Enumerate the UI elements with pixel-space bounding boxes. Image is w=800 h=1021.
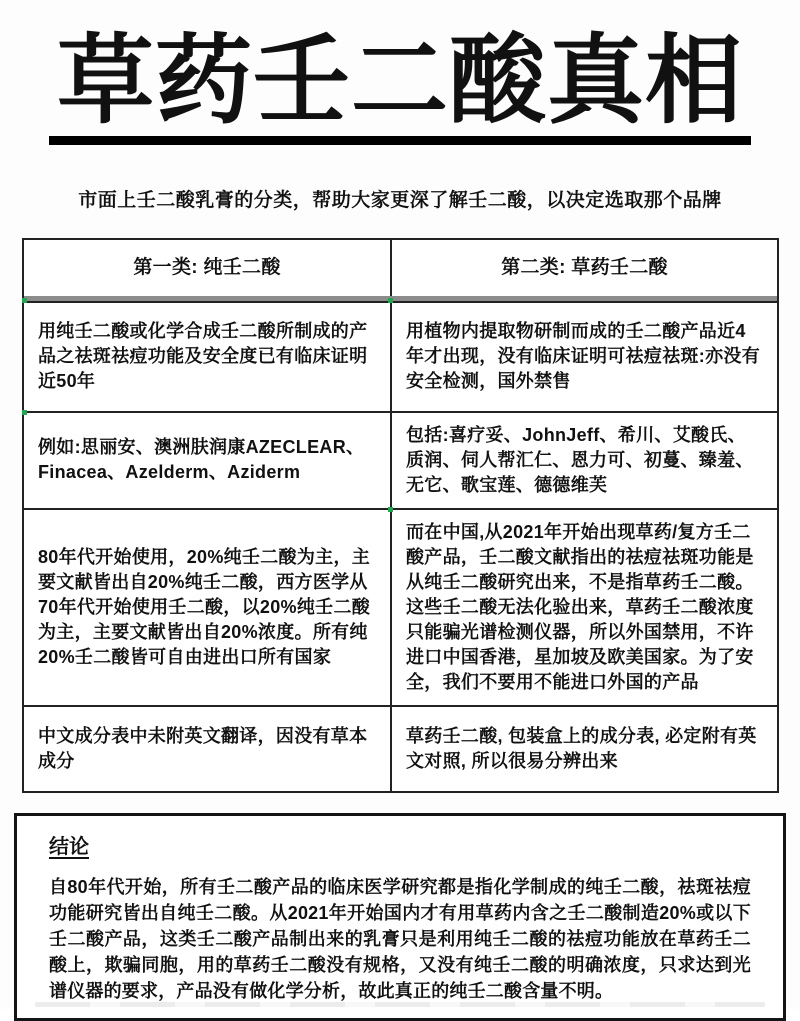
table-row-brand-examples [24,411,777,508]
table-row-clinical-proof [24,301,777,411]
selection-tick [388,507,393,512]
conclusion-body: 自80年代开始，所有壬二酸产品的临床医学研究都是指化学制成的纯壬二酸，祛斑祛痘功能研究皆出自纯壬二酸。从2021年开始国内才有用草药内含之壬二酸制造20%或以下壬二酸产品，这类壬二酸产品制出来的乳膏只是利用纯壬二酸的祛痘功能放在草药壬二酸上，欺骗同胞，用的草药壬二酸没有规格，又没有纯壬二酸的明确浓度，只求达到光谱仪器的要求，产品没有做化学分析，故此真正的纯壬二酸含量不明。 [49,876,751,1001]
table-cell-pure-clinical: 用纯壬二酸或化学合成壬二酸所制成的产品之祛斑祛痘功能及安全度已有临床证明近50年 [24,303,392,411]
table-header-herbal-azelaic: 第二类: 草药壬二酸 [501,257,668,279]
conclusion-heading: 结论 [49,835,89,858]
table-cell-herbal-label: 草药壬二酸, 包装盒上的成分表, 必定附有英文对照, 所以很易分辨出来 [406,725,757,771]
table-cell-pure-history: 80年代开始使用，20%纯壬二酸为主，主要文献皆出自20%纯壬二酸，西方医学从70年代开始使用壬二酸，以20%纯壬二酸为主，主要文献皆出自20%浓度。所有纯20%壬二酸皆可自由进出口所有国家 [24,510,392,705]
table-row-ingredient-label [24,705,777,791]
table-cell-herbal-clinical: 用植物内提取物研制而成的壬二酸产品近4年才出现，没有临床证明可祛痘祛斑:亦没有安全检测，国外禁售 [406,321,760,392]
table-row-history-regulation [24,508,777,705]
selection-tick [388,298,393,303]
comparison-table [22,238,779,793]
page-title: 草药壬二酸真相 [49,30,751,145]
selection-tick [22,410,27,415]
table-cell-herbal-history: 而在中国,从2021年开始出现草药/复方壬二酸产品，壬二酸文献指出的祛痘祛斑功能是从纯壬二酸研究出来，不是指草药壬二酸。这些壬二酸无法化验出来，草药壬二酸浓度只能骗光谱检测仪器，所以外国禁用，不许进口中国香港，星加坡及欧美国家。为了安全，我们不要用不能进口外国的产品 [406,521,754,692]
subtitle: 市面上壬二酸乳膏的分类，帮助大家更深了解壬二酸，以决定选取那个品牌 [78,189,722,211]
conclusion-box [14,813,786,1021]
table-header-pure-azelaic: 第一类: 纯壬二酸 [24,240,392,296]
table-cell-herbal-brands: 包括:喜疗妥、JohnJeff、希川、艾酸氏、质润、伺人帮汇仁、恩力可、初蔓、臻羞、无它、歌宝莲、德德维芙 [406,424,754,495]
table-cell-pure-brands: 例如:思丽安、澳洲肤润康AZECLEAR、Finacea、Azelderm、Aziderm [24,413,392,508]
table-cell-pure-label: 中文成分表中未附英文翻译，因没有草本成分 [24,707,392,791]
selection-tick [22,298,27,303]
table-header-row [24,240,777,301]
bottom-cutoff-artifact [35,1002,765,1007]
title-section [0,0,800,145]
